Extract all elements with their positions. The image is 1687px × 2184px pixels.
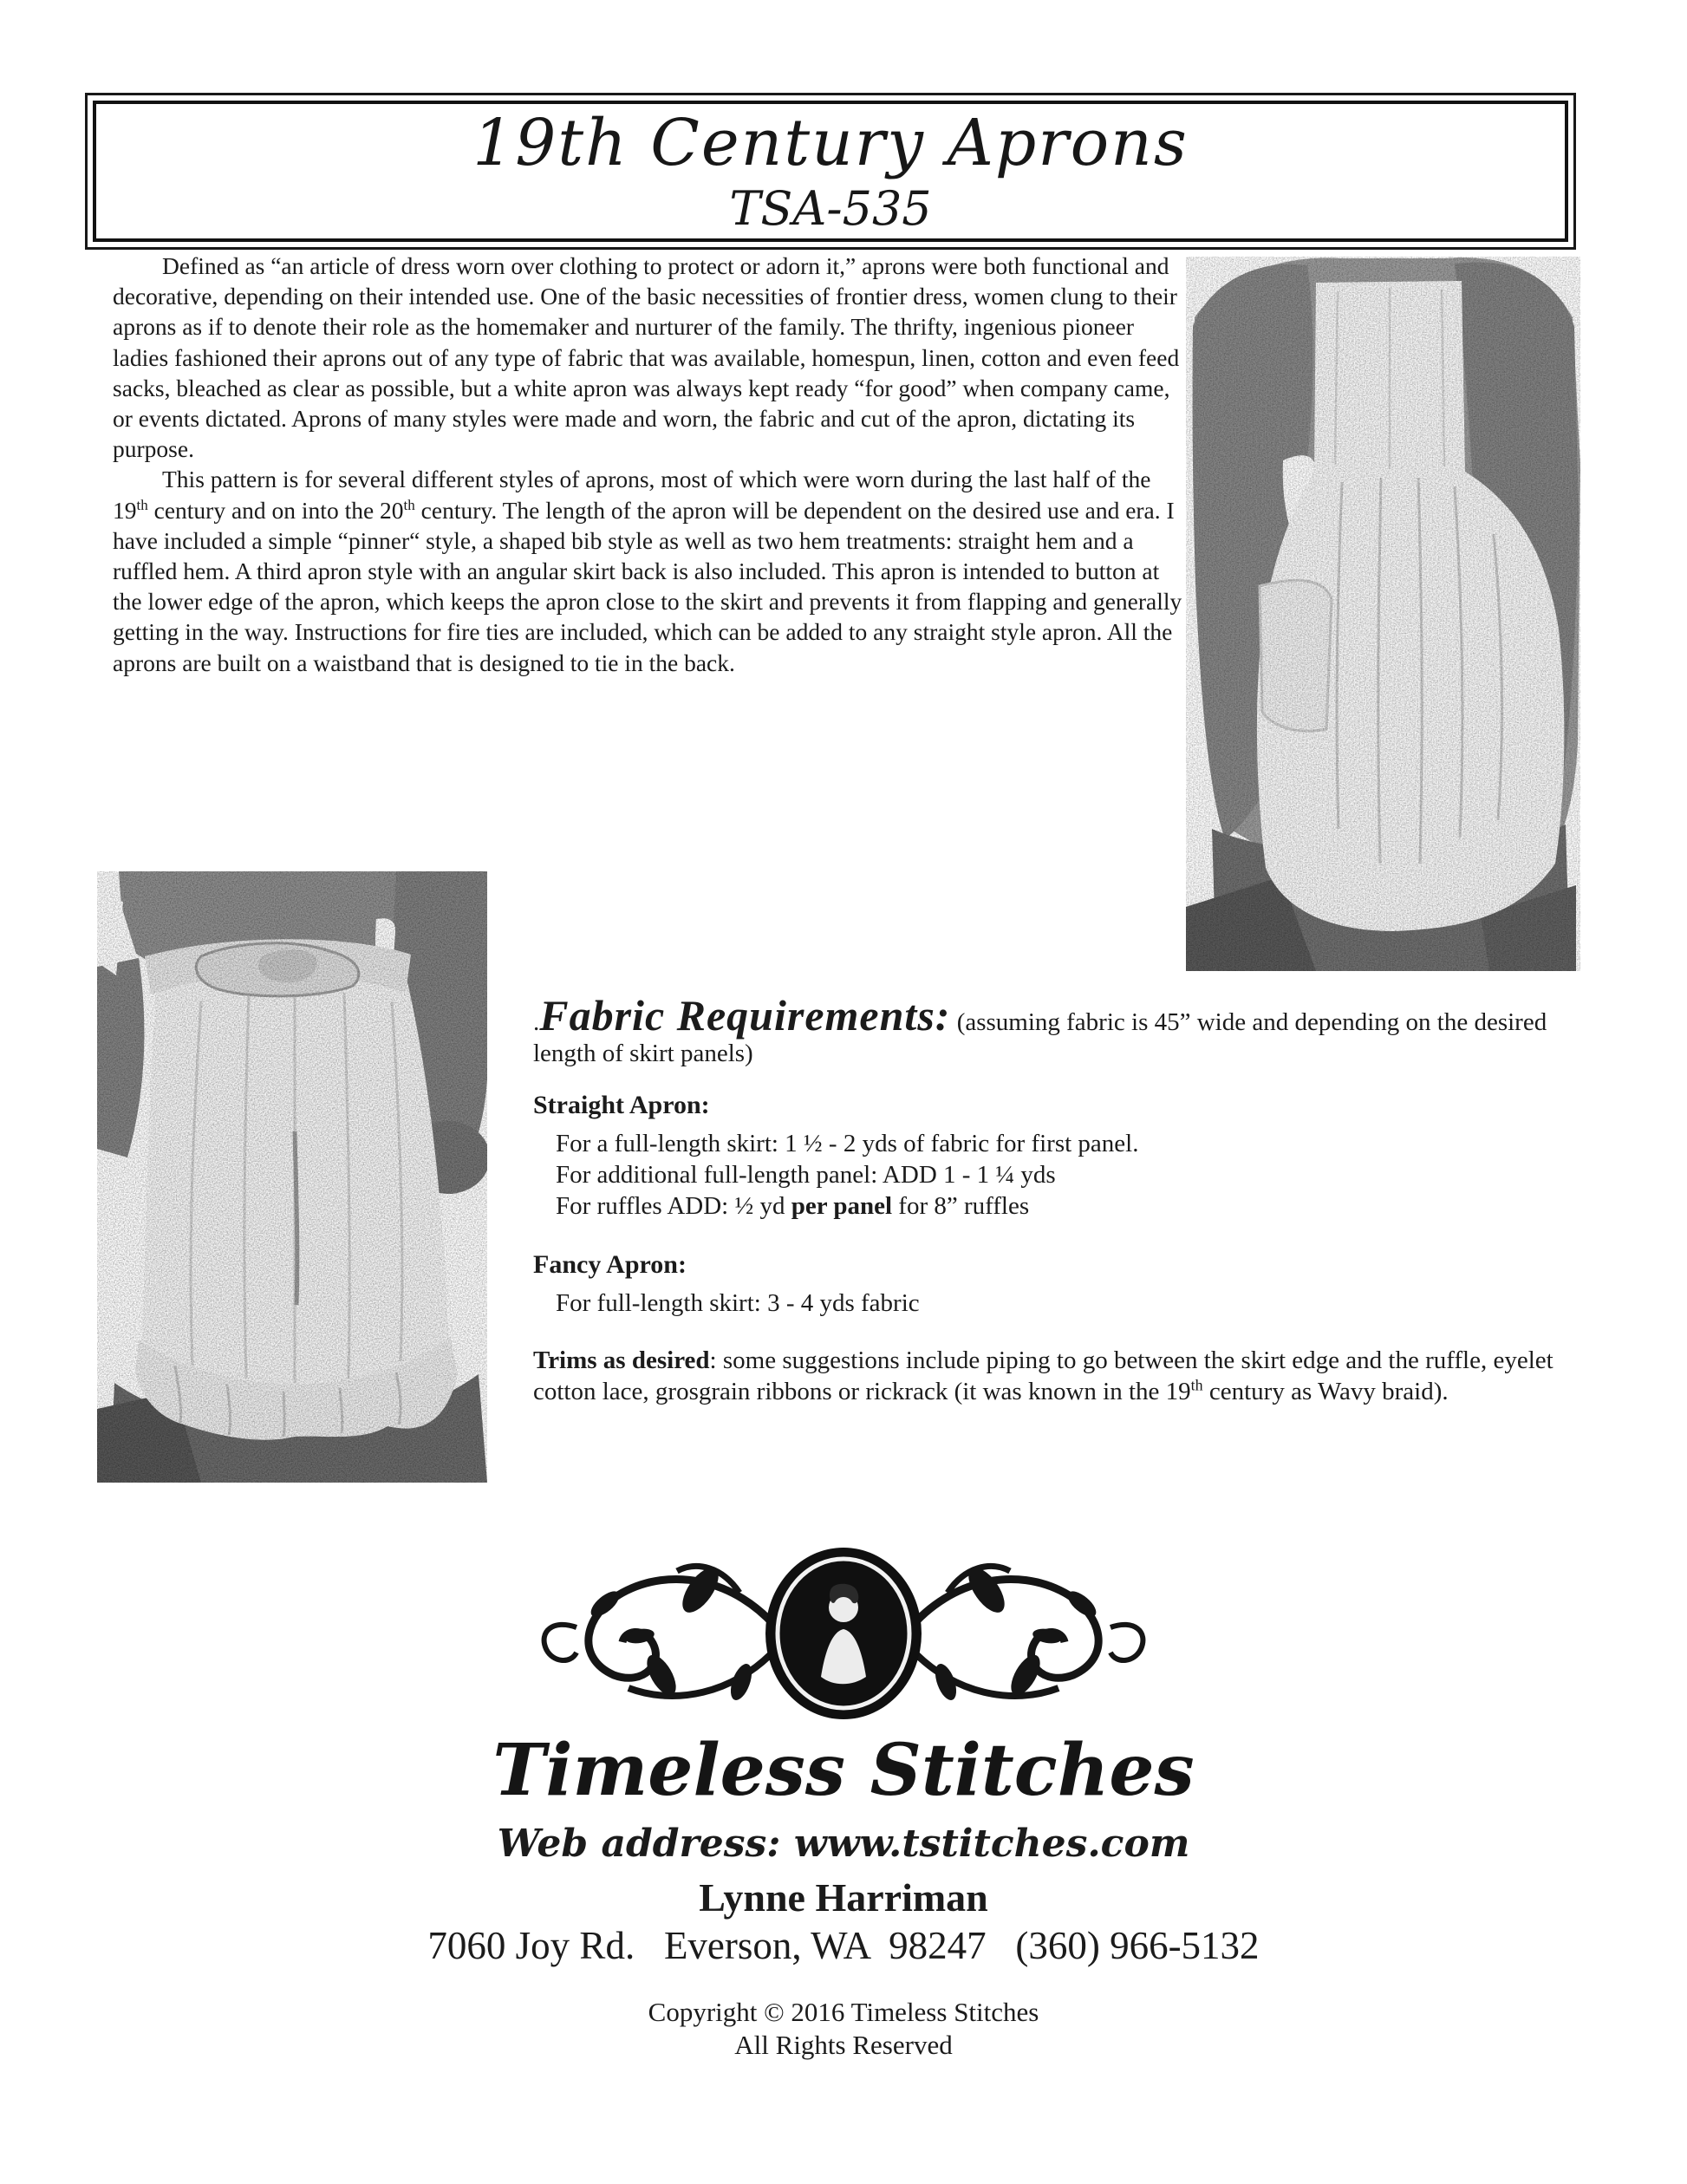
timeless-stitches-logo-ornament <box>523 1545 1164 1723</box>
owner-name: Lynne Harriman <box>699 1874 988 1920</box>
fabric-requirements-heading-line <box>533 991 1604 1069</box>
copyright-line-1: Copyright © 2016 Timeless Stitches <box>648 1996 1039 2027</box>
title-box-inner-border <box>93 101 1568 242</box>
straight-apron-heading: Straight Apron: <box>533 1091 710 1119</box>
copyright-line-2: All Rights Reserved <box>734 2029 953 2060</box>
fabric-requirements-heading: Fabric Requirements: <box>539 991 951 1040</box>
stray-period-mark: . <box>533 1008 540 1036</box>
page-title: 19th Century Aprons <box>472 105 1189 180</box>
straight-apron-line-2: For additional full-length panel: ADD 1 - 1 ¼ yds <box>556 1161 1056 1189</box>
trims-paragraph: Trims as desired: some suggestions include piping to go between the skirt edge and the ruffle, eyelet cotton lace, grosgrain ribbons or rickrack (it was known in the 19th century as Wavy braid). <box>533 1346 1553 1405</box>
web-address: Web address: www.tstitches.com <box>497 1822 1190 1867</box>
intro-text <box>113 251 1186 678</box>
scroll-cameo-ornament-image <box>523 1545 1164 1723</box>
title-box <box>85 93 1576 250</box>
fancy-apron-heading: Fancy Apron: <box>533 1250 687 1279</box>
copyright-block <box>0 1996 1687 2062</box>
fancy-apron-line-1: For full-length skirt: 3 - 4 yds fabric <box>556 1289 920 1317</box>
bib-apron-photo-image <box>1186 257 1580 971</box>
brand-name: Timeless Stitches <box>492 1729 1195 1812</box>
half-apron-photo <box>97 871 487 1483</box>
pattern-number: TSA-535 <box>729 180 932 236</box>
footer <box>0 1545 1687 2062</box>
straight-apron-line-1: For a full-length skirt: 1 ½ - 2 yds of fabric for first panel. <box>556 1130 1139 1157</box>
address-line: 7060 Joy Rd. Everson, WA 98247 (360) 966-5132 <box>427 1924 1260 1968</box>
bib-apron-photo <box>1186 257 1580 971</box>
intro-paragraph-1: Defined as “an article of dress worn over clothing to protect or adorn it,” aprons were both functional and decorative, depending on their intended use. One of the basic necessities of frontier dress, women clung to their aprons as if to denote their role as the homemaker and nurturer of the family. The thrifty, ingenious pioneer ladies fashioned their aprons out of any type of fabric that was available, homespun, linen, cotton and even feed sacks, bleached as clear as possible, but a white apron was always kept ready “for good” when company came, or events dictated. Aprons of many styles were made and worn, the fabric and cut of the apron, dictating its purpose. <box>113 252 1180 463</box>
fabric-requirements-note: (assuming fabric is 45” wide and depending on the desired length of skirt panels) <box>533 1008 1547 1067</box>
half-apron-photo-image <box>97 871 487 1483</box>
fabric-requirements-section <box>533 991 1604 1407</box>
intro-paragraph-2: This pattern is for several different styles of aprons, most of which were worn during the last half of the 19th century and on into the 20th century. The length of the apron will be dependent on the desired use and era. I have included a simple “pinner“ style, a shaped bib style as well as two hem treatments: straight hem and a ruffled hem. A third apron style with an angular skirt back is also included. This apron is intended to button at the lower edge of the apron, which keeps the apron close to the skirt and prevents it from flapping and generally getting in the way. Instructions for fire ties are included, which can be added to any straight style apron. All the aprons are built on a waistband that is designed to tie in the back. <box>113 466 1182 676</box>
straight-apron-line-3: For ruffles ADD: ½ yd per panel for 8” ruffles <box>556 1192 1030 1220</box>
